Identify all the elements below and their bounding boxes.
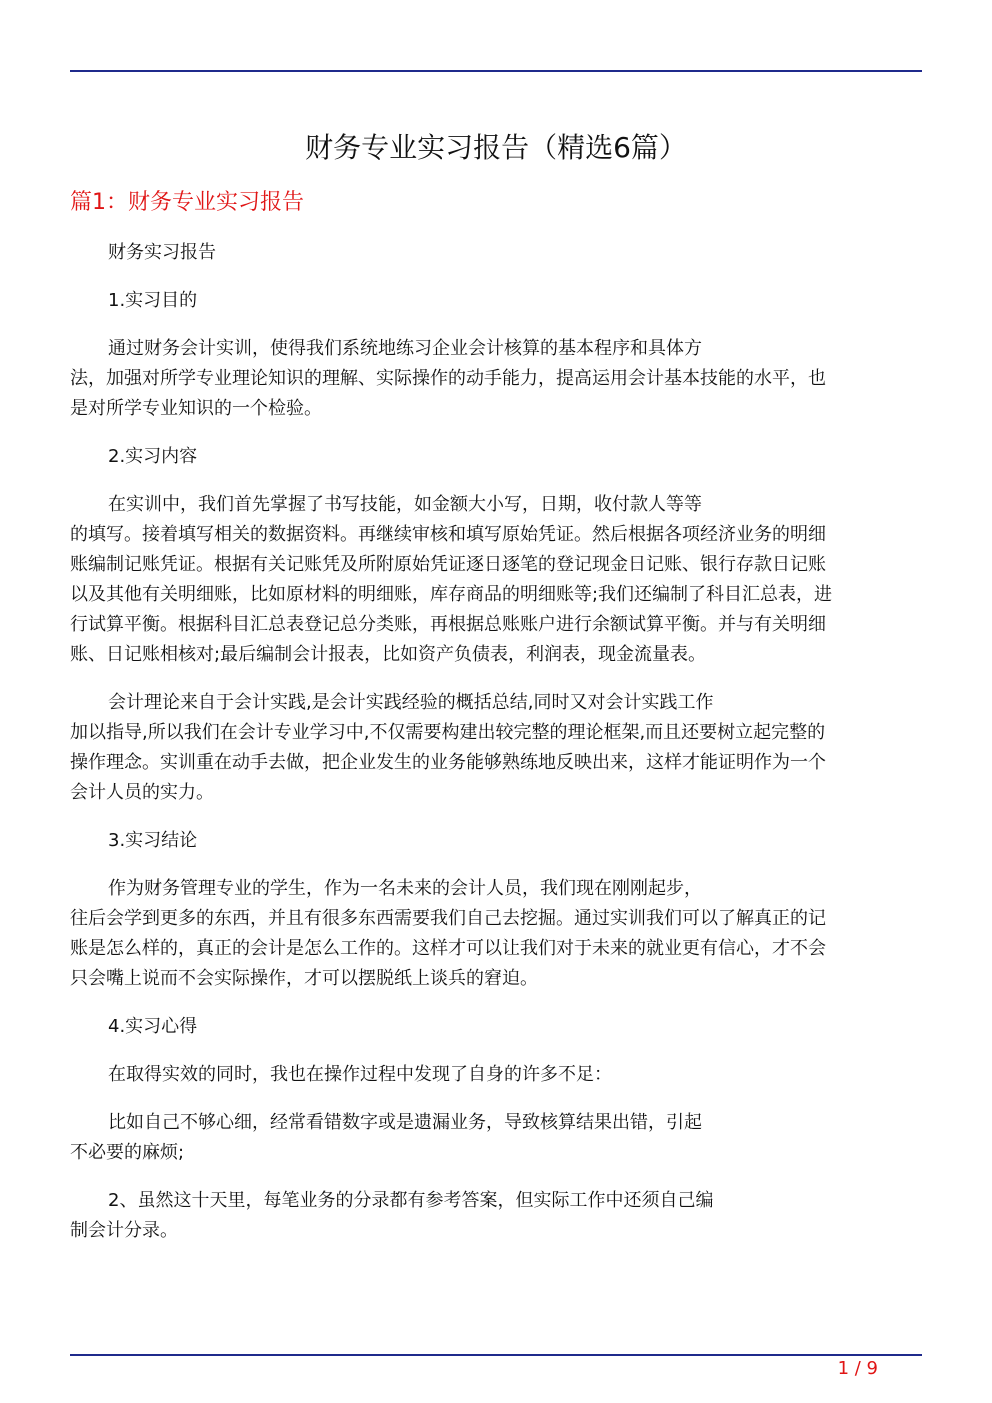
text-line: 2.实习内容: [108, 446, 198, 467]
paragraph-content: [70, 490, 922, 670]
section-heading: 篇1：财务专业实习报告: [70, 190, 304, 215]
paragraph-conclusion: [70, 874, 922, 994]
text-line: 2、虽然这十天里，每笔业务的分录都有参考答案，但实际工作中还须自己编: [108, 1190, 714, 1211]
paragraph-heading-purpose: [70, 286, 922, 316]
text-line: 会计理论来自于会计实践,是会计实践经验的概括总结,同时又对会计实践工作: [108, 692, 714, 713]
paragraph-report-title: [70, 238, 922, 268]
text-line: 在实训中，我们首先掌握了书写技能，如金额大小写，日期，收付款人等等: [108, 494, 702, 515]
text-line: 财务实习报告: [108, 242, 216, 263]
paragraph-heading-experience: [70, 1012, 922, 1042]
text-line: 的填写。接着填写相关的数据资料。再继续审核和填写原始凭证。然后根据各项经济业务的明细: [70, 524, 826, 545]
text-line: 作为财务管理专业的学生，作为一名未来的会计人员，我们现在刚刚起步，: [108, 878, 702, 899]
paragraph-purpose: [70, 334, 922, 424]
document-title: 财务专业实习报告（精选6篇）: [305, 131, 687, 164]
text-line: 不必要的麻烦;: [70, 1142, 185, 1163]
text-line: 操作理念。实训重在动手去做，把企业发生的业务能够熟练地反映出来，这样才能证明作为一个: [70, 752, 826, 773]
page-number: 1 / 9: [837, 1358, 878, 1379]
header-rule: [70, 70, 922, 72]
footer-rule: [70, 1354, 922, 1356]
text-line: 行试算平衡。根据科目汇总表登记总分类账，再根据总账账户进行余额试算平衡。并与有关明细: [70, 614, 826, 635]
text-line: 比如自己不够心细，经常看错数字或是遗漏业务，导致核算结果出错，引起: [108, 1112, 702, 1133]
paragraph-theory: [70, 688, 922, 808]
text-line: 账编制记账凭证。根据有关记账凭及所附原始凭证逐日逐笔的登记现金日记账、银行存款日记账: [70, 554, 826, 575]
text-line: 会计人员的实力。: [70, 782, 214, 803]
text-line: 3.实习结论: [108, 830, 198, 851]
text-line: 以及其他有关明细账，比如原材料的明细账，库存商品的明细账等;我们还编制了科目汇总表，进: [70, 584, 833, 605]
paragraph-heading-content: [70, 442, 922, 472]
text-line: 法，加强对所学专业理论知识的理解、实际操作的动手能力，提高运用会计基本技能的水平，也: [70, 368, 826, 389]
text-line: 在取得实效的同时，我也在操作过程中发现了自身的许多不足：: [108, 1064, 612, 1085]
paragraph-experience-intro: [70, 1060, 922, 1090]
text-line: 账是怎么样的，真正的会计是怎么工作的。这样才可以让我们对于未来的就业更有信心，才不会: [70, 938, 826, 959]
text-line: 4.实习心得: [108, 1016, 198, 1037]
text-line: 只会嘴上说而不会实际操作，才可以摆脱纸上谈兵的窘迫。: [70, 968, 538, 989]
text-line: 通过财务会计实训，使得我们系统地练习企业会计核算的基本程序和具体方: [108, 338, 702, 359]
text-line: 是对所学专业知识的一个检验。: [70, 398, 322, 419]
text-line: 往后会学到更多的东西，并且有很多东西需要我们自己去挖掘。通过实训我们可以了解真正的记: [70, 908, 826, 929]
text-line: 加以指导,所以我们在会计专业学习中,不仅需要构建出较完整的理论框架,而且还要树立起完整的: [70, 722, 826, 743]
text-line: 账、日记账相核对;最后编制会计报表，比如资产负债表，利润表，现金流量表。: [70, 644, 707, 665]
text-line: 1.实习目的: [108, 290, 198, 311]
paragraph-shortcoming-2: [70, 1186, 922, 1246]
text-line: 制会计分录。: [70, 1220, 178, 1241]
paragraph-shortcoming-1: [70, 1108, 922, 1168]
paragraph-heading-conclusion: [70, 826, 922, 856]
document-body: [70, 238, 922, 1264]
